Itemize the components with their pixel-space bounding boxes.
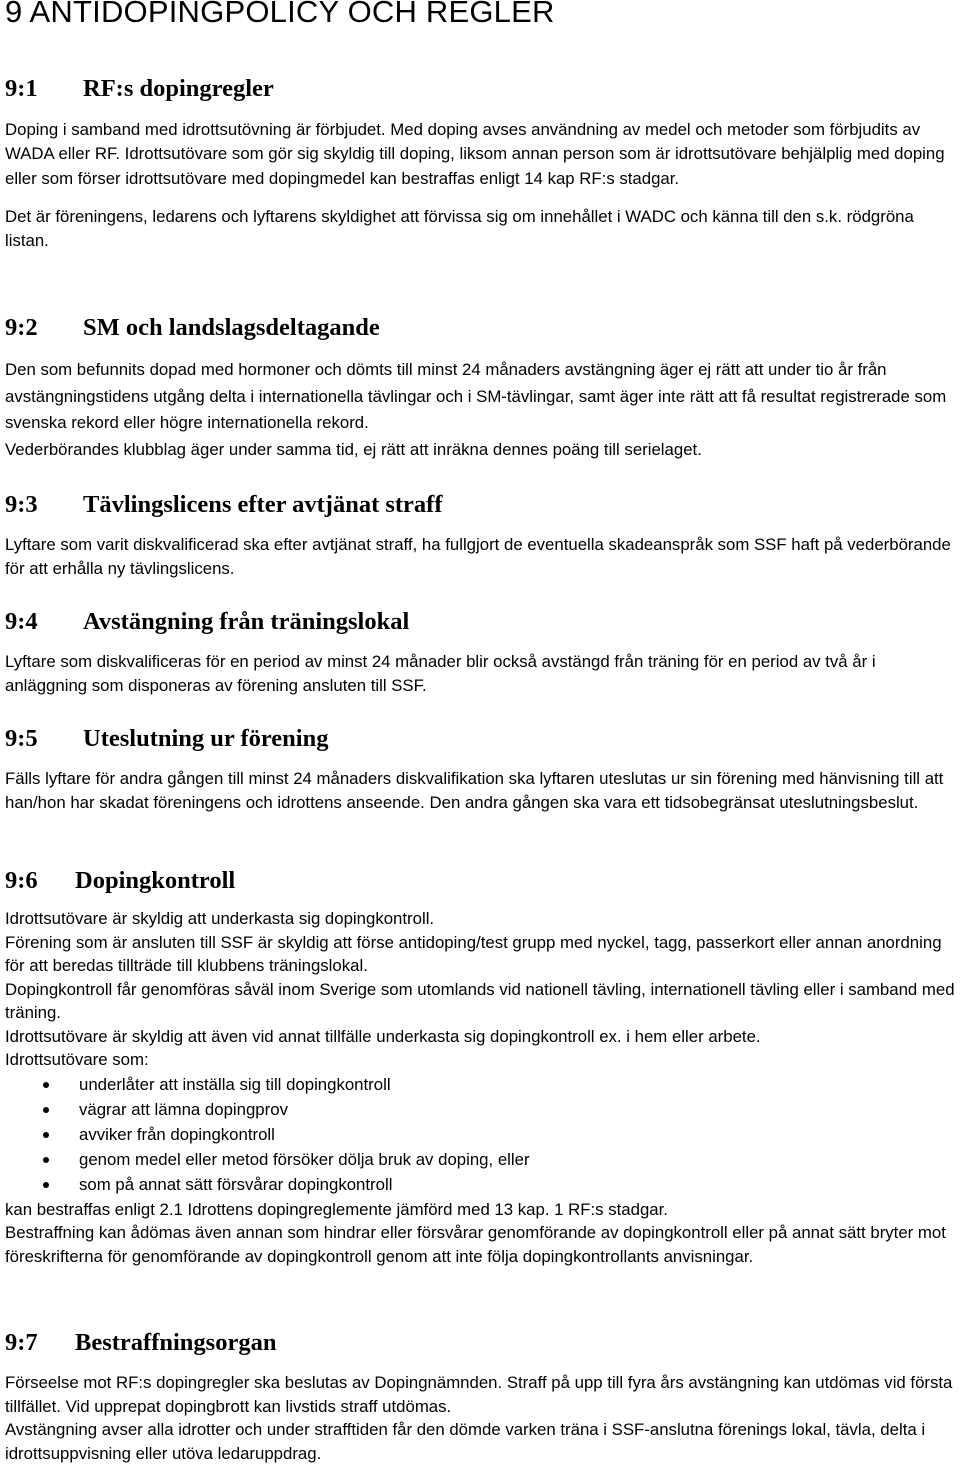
section-number: 9:7	[5, 1329, 38, 1356]
section-heading	[5, 607, 957, 637]
section-paragraph: Lyftare som diskvalificeras för en period av minst 24 månader blir också avstängd från träning för en period av två år i anläggning som disponeras av förening ansluten till SSF.	[5, 652, 876, 696]
list-item	[5, 1097, 957, 1122]
section-title: Uteslutning ur förening	[83, 725, 329, 752]
bullet-icon	[43, 1107, 49, 1113]
list-item	[5, 1147, 957, 1172]
list-item-text: som på annat sätt försvårar dopingkontroll	[79, 1175, 393, 1195]
list-item-text: underlåter att inställa sig till dopingkontroll	[79, 1074, 391, 1094]
section-title: Tävlingslicens efter avtjänat straff	[83, 491, 443, 518]
section-paragraph: Den som befunnits dopad med hormoner och dömts till minst 24 månaders avstängning äger ej rätt att under tio år från avstängningstidens utgång delta i internationella tävlingar och i SM-tävlingar, samt äger inte rätt att få resultat registrerade som svenska rekord eller högre internationella rekord.	[5, 360, 947, 432]
section-paragraph: Idrottsutövare är skyldig att även vid annat tillfälle underkasta sig dopingkontroll ex. i hem eller arbete.	[5, 1026, 761, 1046]
bullet-icon	[43, 1132, 49, 1138]
section-number: 9:4	[5, 608, 38, 635]
section-9-7	[5, 1328, 957, 1465]
list-item	[5, 1172, 957, 1197]
section-number: 9:3	[5, 491, 38, 518]
section-9-3	[5, 490, 957, 582]
section-paragraph: Idrottsutövare som:	[5, 1050, 149, 1069]
list-item-text: vägrar att lämna dopingprov	[79, 1099, 288, 1119]
section-title: RF:s dopingregler	[83, 75, 274, 102]
section-9-2	[5, 313, 957, 463]
section-paragraph: Idrottsutövare är skyldig att underkasta sig dopingkontroll.	[5, 909, 435, 928]
section-title: Dopingkontroll	[75, 867, 236, 894]
section-heading	[5, 74, 957, 104]
section-9-4	[5, 607, 957, 699]
section-number: 9:2	[5, 314, 38, 341]
section-heading	[5, 1328, 957, 1358]
section-title: Bestraffningsorgan	[75, 1329, 277, 1356]
bullet-list	[5, 1072, 957, 1198]
section-paragraph: Fälls lyftare för andra gången till minst 24 månaders diskvalifikation ska lyftaren uteslutas ur sin förening med hänvisning till att han/hon har skadat föreningens och idrottens anseende. Den andra gången ska vara ett tidsobegränsat uteslutningsbeslut.	[5, 769, 944, 813]
section-title: SM och landslagsdeltagande	[83, 314, 380, 341]
list-item-text: avviker från dopingkontroll	[79, 1124, 275, 1144]
list-item	[5, 1072, 957, 1097]
section-9-5	[5, 724, 957, 816]
bullet-icon	[43, 1082, 49, 1088]
section-heading	[5, 490, 957, 520]
bullet-icon	[43, 1157, 49, 1163]
section-paragraph: Bestraffning kan ådömas även annan som hindrar eller försvårar genomförande av dopingkontroll eller på annat sätt bryter mot föreskrifterna för genomförande av dopingkontroll genom att inte följa dopingkontrollants anvisningar.	[5, 1223, 946, 1266]
section-9-6	[5, 866, 957, 1268]
list-item-text: genom medel eller metod försöker dölja bruk av doping, eller	[79, 1150, 530, 1170]
section-heading	[5, 866, 957, 896]
list-item	[5, 1122, 957, 1147]
section-paragraph: kan bestraffas enligt 2.1 Idrottens dopingreglemente jämförd med 13 kap. 1 RF:s stadgar.	[5, 1199, 668, 1219]
section-number: 9:6	[5, 867, 38, 894]
bullet-icon	[43, 1182, 49, 1188]
section-paragraph: Lyftare som varit diskvalificerad ska efter avtjänat straff, ha fullgjort de eventuella skadeanspråk som SSF haft på vederbörande för att erhålla ny tävlingslicens.	[5, 535, 951, 579]
section-paragraph: Doping i samband med idrottsutövning är förbjudet. Med doping avses användning av medel och metoder som förbjudits av WADA eller RF. Idrottsutövare som gör sig skyldig till doping, liksom annan person som är idrottsutövare behjälplig med doping eller som förser idrottsutövare med dopingmedel kan bestraffas enligt 14 kap RF:s stadgar.	[5, 120, 945, 188]
section-number: 9:1	[5, 75, 38, 102]
section-paragraph: Det är föreningens, ledarens och lyftarens skyldighet att förvissa sig om innehållet i WADC och känna till den s.k. rödgröna listan.	[5, 206, 914, 251]
section-paragraph: Dopingkontroll får genomföras såväl inom Sverige som utomlands vid nationell tävling, internationell tävling eller i samband med träning.	[5, 979, 955, 1022]
section-title: Avstängning från träningslokal	[83, 608, 410, 635]
chapter-title: 9 ANTIDOPINGPOLICY OCH REGLER	[5, 0, 555, 29]
section-paragraph: Förening som är ansluten till SSF är skyldig att förse antidoping/test grupp med nyckel, tagg, passerkort eller annan anordning för att beredas tillträde till klubbens träningslokal.	[5, 932, 942, 975]
section-paragraph: Förseelse mot RF:s dopingregler ska beslutas av Dopingnämnden. Straff på upp till fyra års avstängning kan utdömas vid första tillfället. Vid upprepat dopingbrott kan livstids straff utdömas.	[5, 1373, 953, 1416]
section-paragraph: Avstängning avser alla idrotter och under strafftiden får den dömde varken träna i SSF-anslutna förenings lokal, tävla, delta i idrottsuppvisning eller utöva ledaruppdrag.	[5, 1420, 926, 1463]
section-paragraph: Vederbörandes klubblag äger under samma tid, ej rätt att inräkna dennes poäng till serielaget.	[5, 439, 702, 459]
section-9-1	[5, 74, 957, 253]
section-heading	[5, 724, 957, 754]
section-heading	[5, 313, 957, 343]
section-number: 9:5	[5, 725, 38, 752]
